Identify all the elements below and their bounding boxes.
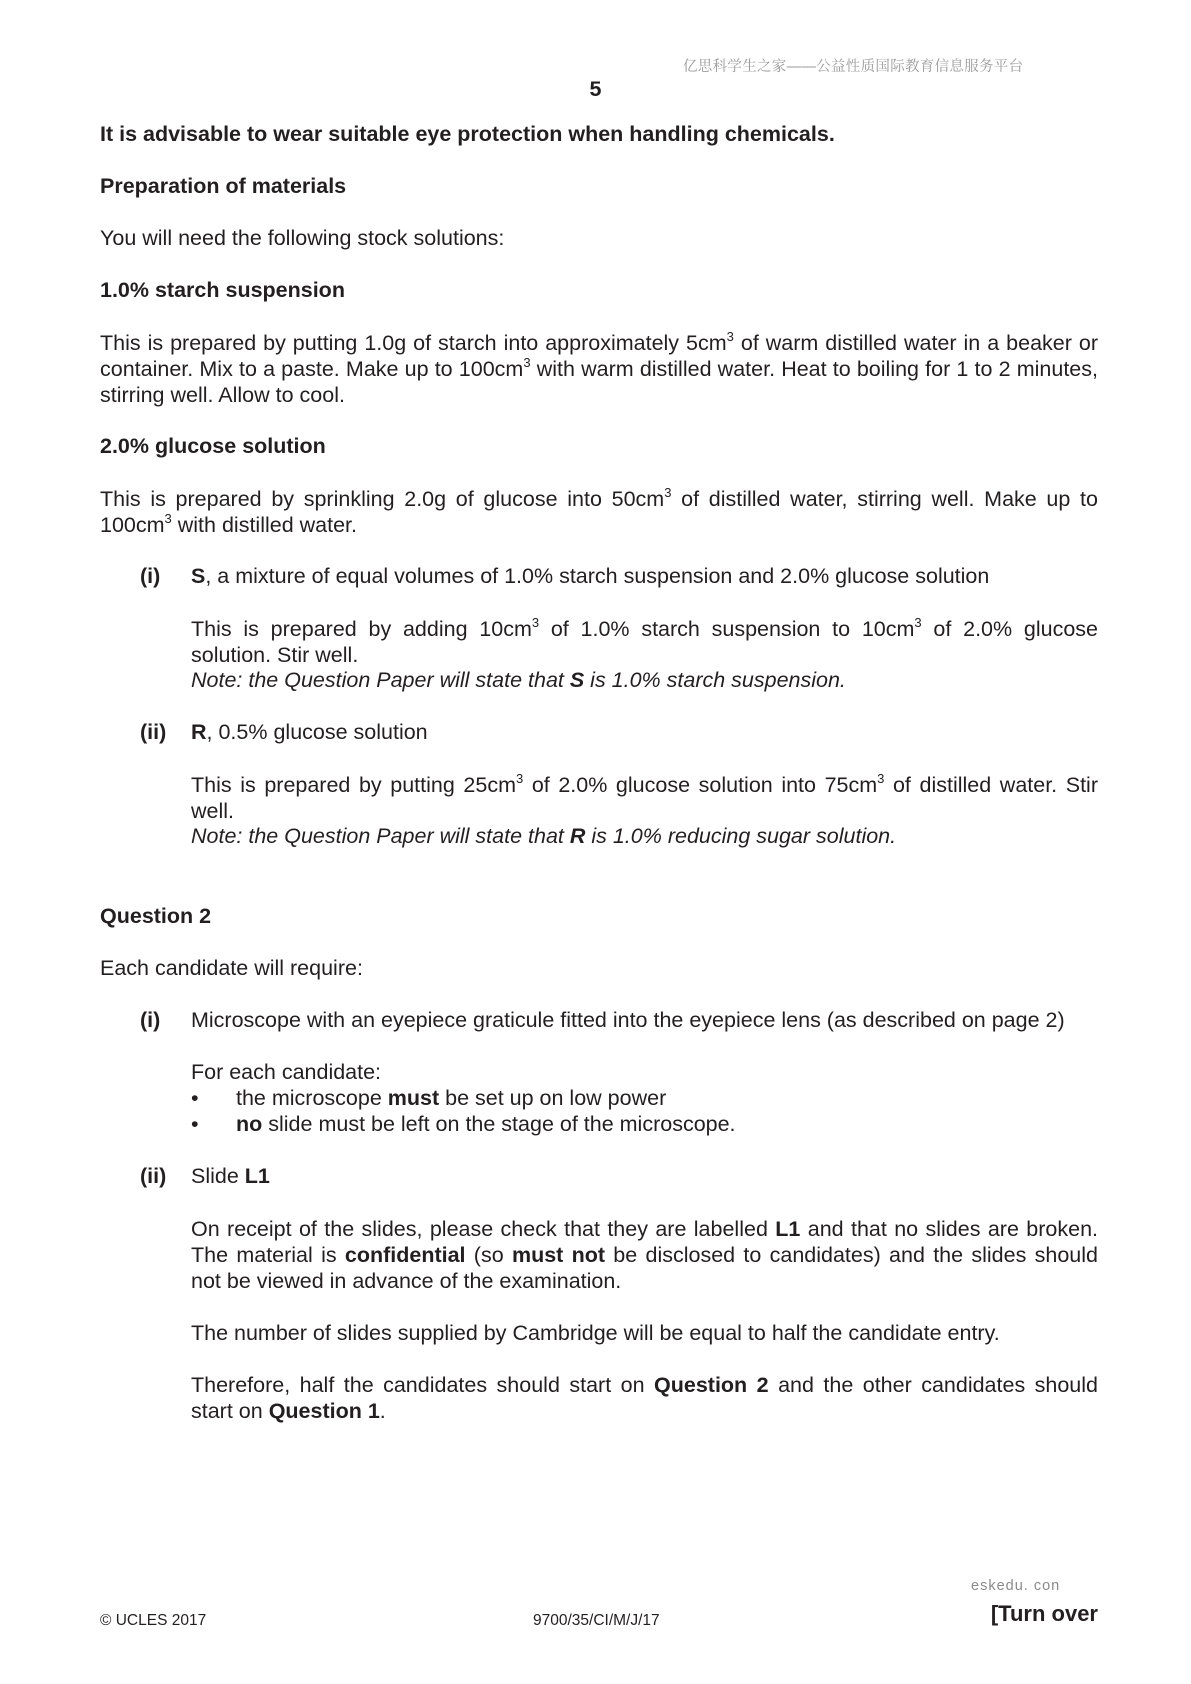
prep-item-i-note: Note: the Question Paper will state that S is 1.0% starch suspension. [191, 668, 846, 692]
q2-item-i-title: Microscope with an eyepiece graticule fitted into the eyepiece lens (as described on page 2) [191, 1008, 1065, 1032]
bullet-item-2: no slide must be left on the stage of the microscope. [236, 1112, 736, 1136]
footer-copyright: © UCLES 2017 [100, 1612, 207, 1629]
preparation-heading: Preparation of materials [100, 174, 347, 198]
glucose-heading: 2.0% glucose solution [100, 434, 326, 458]
safety-note: It is advisable to wear suitable eye protection when handling chemicals. [100, 122, 835, 146]
prep-item-ii-title: R, 0.5% glucose solution [191, 720, 428, 744]
q2-item-ii-label: (ii) [140, 1164, 167, 1188]
q2-start-paragraph: Therefore, half the candidates should start on Question 2 and the other candidates should start on Question 1. [191, 1373, 1099, 1423]
footer-paper-code: 9700/35/CI/M/J/17 [533, 1612, 660, 1629]
q2-slides-count-paragraph: The number of slides supplied by Cambridge will be equal to half the candidate entry. [191, 1321, 1000, 1345]
prep-item-i-label: (i) [140, 564, 161, 588]
footer-site: eskedu. con [971, 1578, 1061, 1594]
turn-over: [Turn over [990, 1601, 1098, 1626]
question2-intro: Each candidate will require: [100, 956, 363, 980]
bullet-icon: • [191, 1086, 199, 1110]
glucose-paragraph: This is prepared by sprinkling 2.0g of glucose into $50cm^3$ of distilled water, stirring well. Make up to $100cm^3$ with distilled water. [100, 485, 1098, 537]
q2-receipt-paragraph: On receipt of the slides, please check that they are labelled L1 and that no slides are broken. The material is confidential (so must not be disclosed to candidates) and the slides should not be viewed in advance of the examination. [191, 1217, 1099, 1293]
prep-item-i-paragraph: This is prepared by adding $10cm^3$ of 1.0% starch suspension to $10cm^3$ of 2.0% glucose solution. Stir well. [191, 615, 1098, 667]
prep-item-i-title: S, a mixture of equal volumes of 1.0% starch suspension and 2.0% glucose solution [191, 564, 990, 588]
question2-heading: Question 2 [100, 904, 212, 928]
prep-item-ii-note: Note: the Question Paper will state that R is 1.0% reducing sugar solution. [191, 824, 897, 848]
preparation-intro: You will need the following stock solutions: [100, 226, 505, 250]
prep-item-ii-label: (ii) [140, 720, 167, 744]
starch-paragraph: This is prepared by putting 1.0g of starch into approximately $5cm^3$ of warm distilled water in a beaker or container. Mix to a paste. Make up to $100cm^3$ with warm distilled water. Heat to boiling for 1 to 2 minutes, stirring well. Allow to cool. [100, 329, 1098, 407]
bullet-icon: • [191, 1112, 199, 1136]
prep-item-ii-paragraph: This is prepared by putting $25cm^3$ of 2.0% glucose solution into $75cm^3$ of distilled water. Stir well. [191, 771, 1098, 823]
page-number: 5 [589, 77, 602, 101]
q2-for-each: For each candidate: [191, 1060, 382, 1084]
q2-item-ii-title: Slide L1 [191, 1164, 270, 1188]
header-watermark: 亿思科学生之家——公益性质国际教育信息服务平台 [683, 59, 1024, 75]
q2-item-i-label: (i) [140, 1008, 161, 1032]
starch-heading: 1.0% starch suspension [100, 278, 345, 302]
bullet-item-1: the microscope must be set up on low power [236, 1086, 667, 1110]
